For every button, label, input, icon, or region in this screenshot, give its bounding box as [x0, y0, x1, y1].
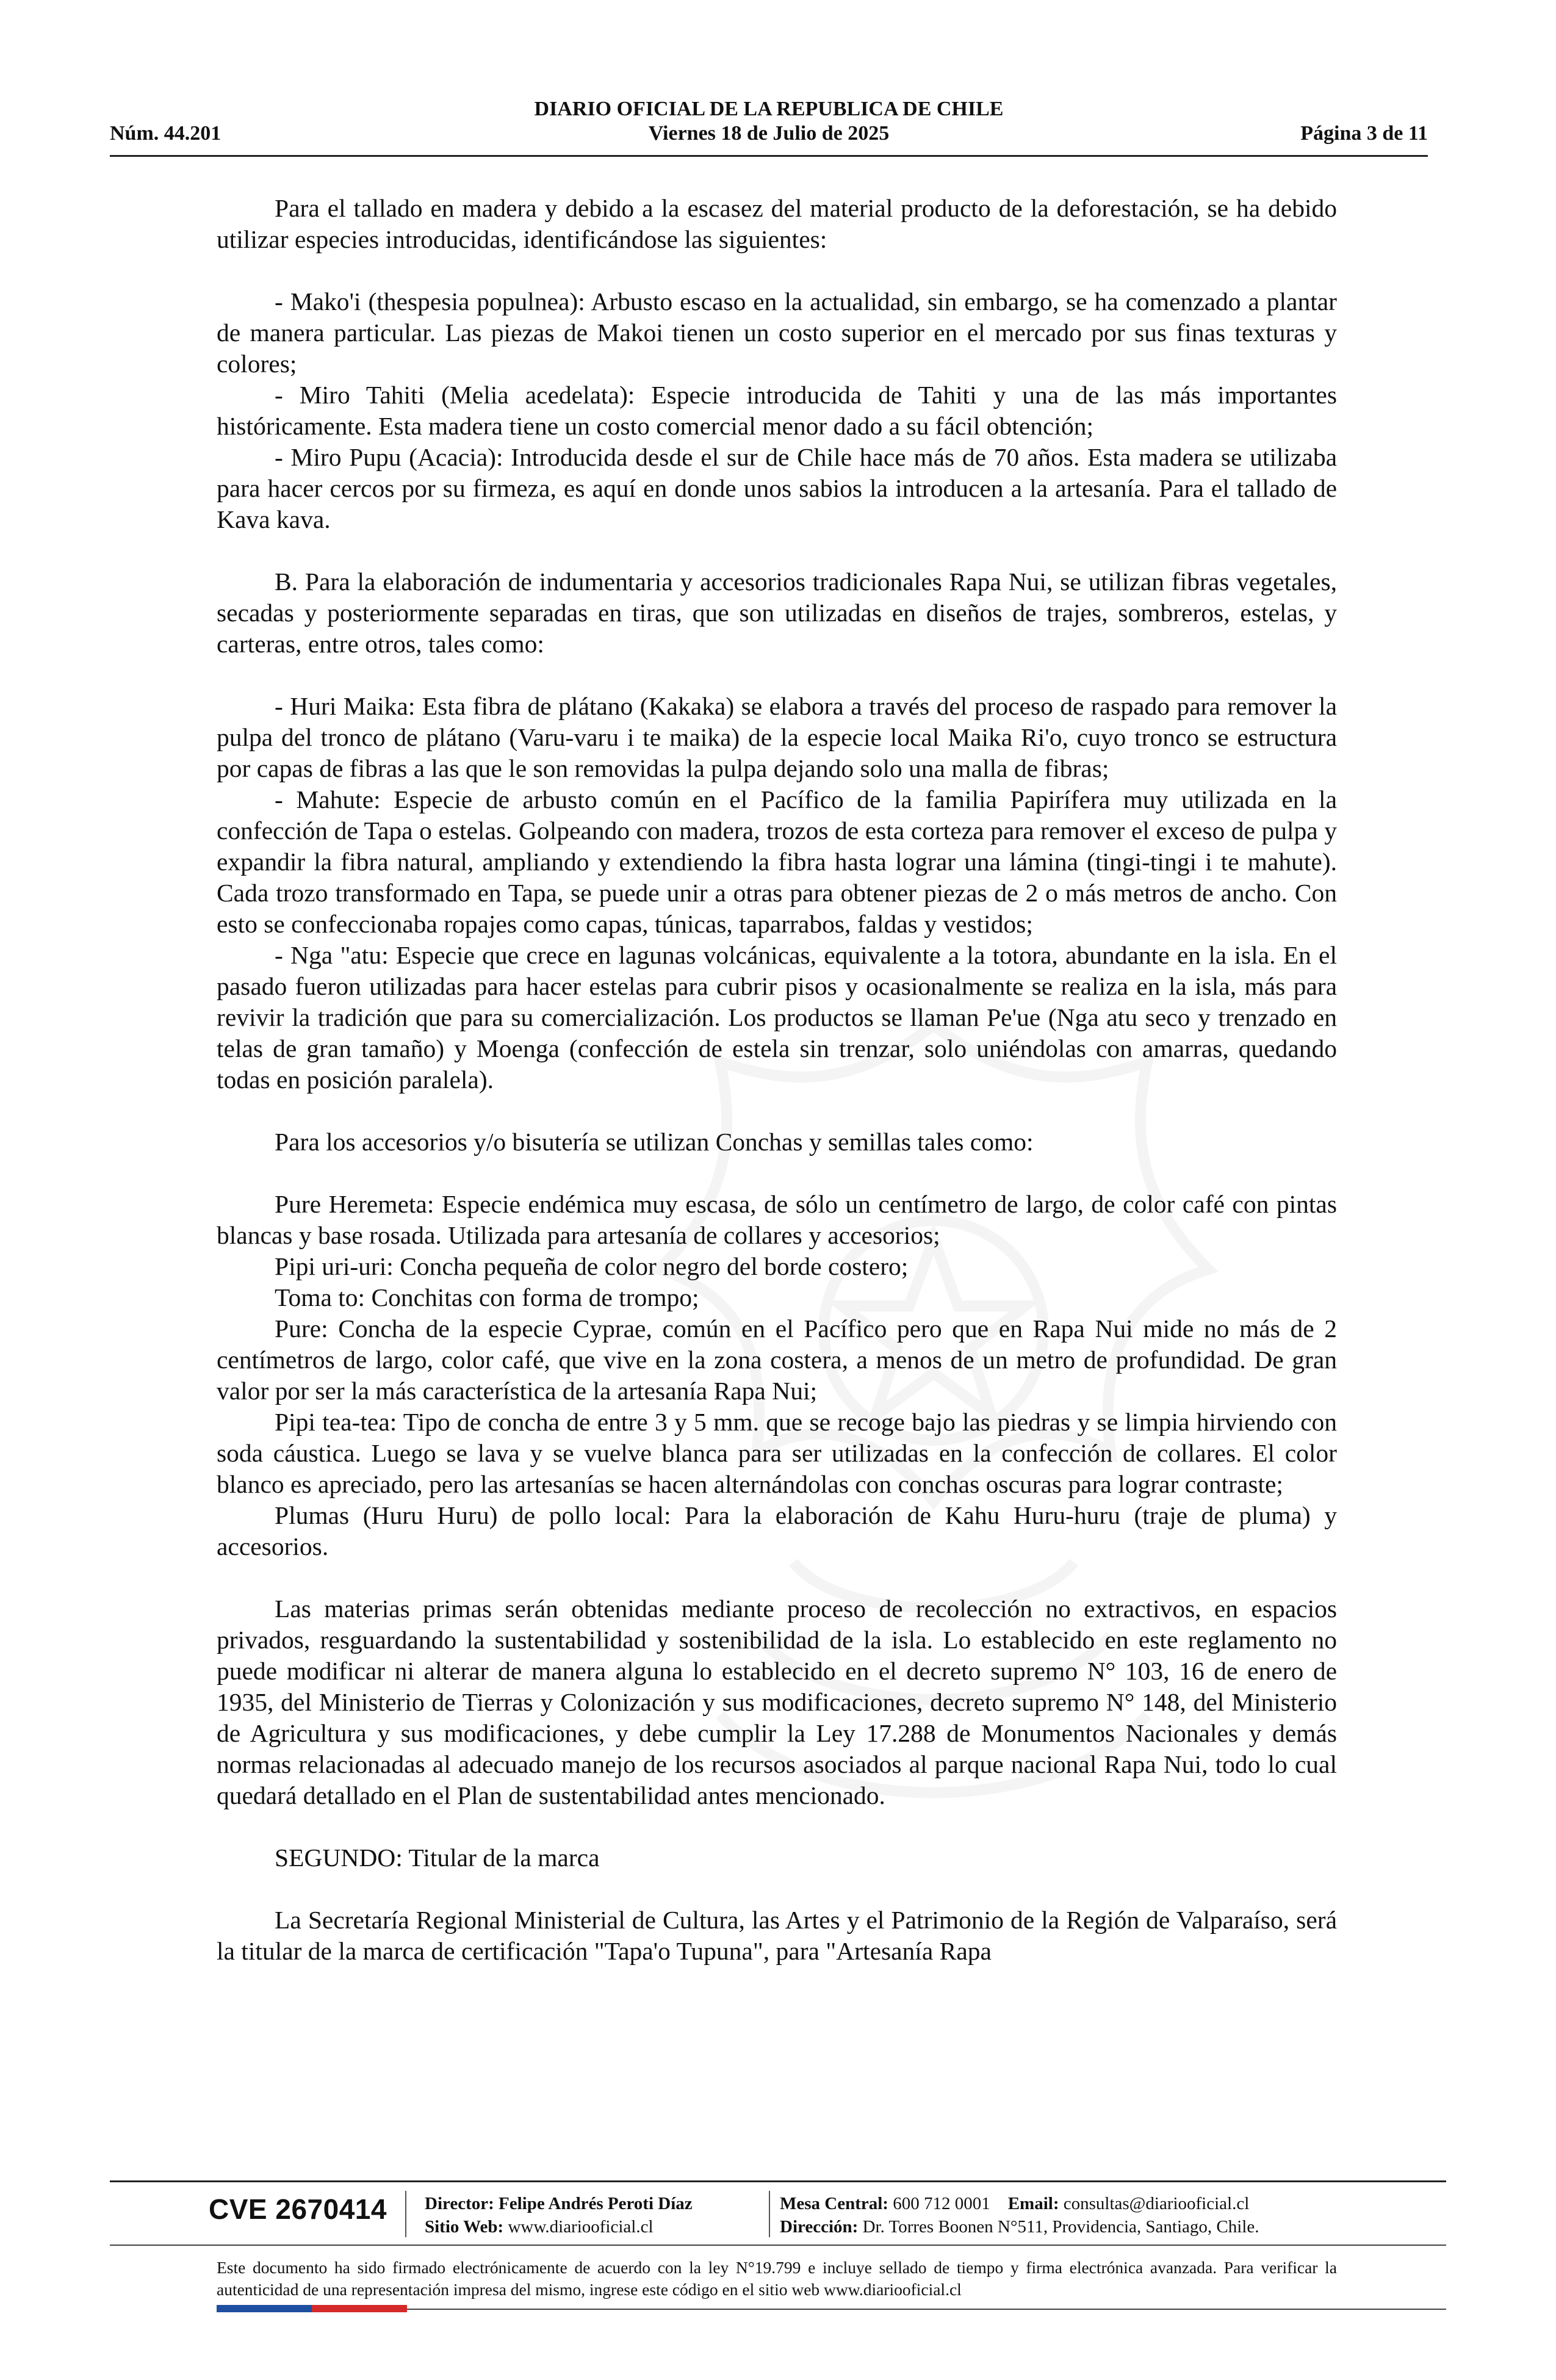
director-label: Director: [425, 2194, 494, 2213]
paragraph: - Mako'i (thespesia populnea): Arbusto escaso en la actualidad, sin embargo, se ha comenzado a plantar de manera particular. Las piezas de Makoi tienen un costo superior en el mercado por sus finas texturas y colores; [217, 287, 1337, 378]
header-divider [110, 155, 1428, 157]
paragraph: B. Para la elaboración de indumentaria y accesorios tradicionales Rapa Nui, se utilizan fibras vegetales, secadas y posteriormente separadas en tiras, que son utilizadas en diseños de trajes, sombreros, estelas, y carteras, entre otros, tales como: [217, 568, 1337, 658]
gazette-title: DIARIO OFICIAL DE LA REPUBLICA DE CHILE [534, 98, 1004, 120]
paragraph: Plumas (Huru Huru) de pollo local: Para la elaboración de Kahu Huru-huru (traje de pluma) y accesorios. [217, 1501, 1337, 1560]
paragraph: - Miro Pupu (Acacia): Introducida desde el sur de Chile hace más de 70 años. Esta madera se utilizaba para hacer cercos por su firmeza, es aquí en donde unos sabios la introducen a la artesanía. Para el tallado de Kava kava. [217, 443, 1337, 533]
paragraph: Pure Heremeta: Especie endémica muy escasa, de sólo un centímetro de largo, de color café con pintas blancas y base rosada. Utilizada para artesanía de collares y accesorios; [217, 1190, 1337, 1249]
footer-divider-bottom [407, 2309, 1446, 2310]
page-indicator: Página 3 de 11 [1300, 122, 1428, 145]
email-link[interactable]: consultas@diariooficial.cl [1063, 2194, 1250, 2213]
paragraph: - Huri Maika: Esta fibra de plátano (Kakaka) se elabora a través del proceso de raspado para remover la pulpa del tronco de plátano (Varu-varu i te maika) de la especie local Maika Ri'o, cuyo tronco se estructura por capas de fibras a las que le son removidas la pulpa dejando solo una malla de fibras; [217, 692, 1337, 782]
mesa-label: Mesa Central: [780, 2194, 888, 2213]
cve-code: CVE 2670414 [209, 2193, 387, 2225]
paragraph: Las materias primas serán obtenidas mediante proceso de recolección no extractivos, en espacios privados, resguardando la sustentabilidad y sostenibilidad de la isla. Lo establecido en este reglamento no puede modificar ni alterar de manera alguna lo establecido en el decreto supremo N° 103, 16 de enero de 1935, del Ministerio de Tierras y Colonización y sus modificaciones, decreto supremo N° 148, del Ministerio de Agricultura y sus modificaciones, y debe cumplir la Ley 17.288 de Monumentos Nacionales y demás normas relacionadas al adecuado manejo de los recursos asociados al parque nacional Rapa Nui, todo lo cual quedará detallado en el Plan de sustentabilidad antes mencionado. [217, 1595, 1337, 1809]
footer-divider-mid [110, 2245, 1446, 2246]
footer-contact-block [780, 2192, 1259, 2238]
paragraph: - Mahute: Especie de arbusto común en el Pacífico de la familia Papirífera muy utilizada en la confección de Tapa o estelas. Golpeando con madera, trozos de esta corteza para remover el exceso de pulpa y expandir la fibra natural, ampliando y extendiendo la fibra hasta lograr una lámina (tingi-tingi i te mahute). Cada trozo transformado en Tapa, se puede unir a otras para obtener piezas de 2 o más metros de ancho. Con esto se confeccionaba ropajes como capas, túnicas, taparrabos, faldas y vestidos; [217, 785, 1337, 938]
paragraph: Pure: Concha de la especie Cyprae, común en el Pacífico pero que en Rapa Nui mide no más de 2 centímetros de largo, color café, que vive en la zona costera, a menos de un metro de profundidad. De gran valor por ser la más característica de la artesanía Rapa Nui; [217, 1314, 1337, 1405]
section-heading: SEGUNDO: Titular de la marca [275, 1844, 600, 1872]
address-label: Dirección: [780, 2217, 859, 2237]
paragraph: Para los accesorios y/o bisutería se utilizan Conchas y semillas tales como: [275, 1128, 1034, 1156]
signature-note: Este documento ha sido firmado electrónicamente de acuerdo con la ley N°19.799 e incluye sellado de tiempo y firma electrónica avanzada. Para verificar la autenticidad de una representación impresa del mismo, ingrese este código en el sitio web www.diariooficial.cl [217, 2258, 1337, 2299]
paragraph: La Secretaría Regional Ministerial de Cultura, las Artes y el Patrimonio de la Región de Valparaíso, será la titular de la marca de certificación "Tapa'o Tupuna", para "Artesanía Rapa [217, 1906, 1337, 1965]
address-text: Dr. Torres Boonen N°511, Providencia, Santiago, Chile. [862, 2217, 1259, 2237]
issue-date: Viernes 18 de Julio de 2025 [648, 122, 890, 145]
footer-divider-top [110, 2180, 1446, 2182]
issue-number: Núm. 44.201 [110, 122, 222, 145]
page-header [110, 96, 1428, 148]
footer-director-block [425, 2192, 693, 2238]
director-name: Felipe Andrés Peroti Díaz [499, 2194, 693, 2213]
site-link[interactable]: www.diariooficial.cl [508, 2217, 654, 2237]
paragraph: Pipi uri-uri: Concha pequeña de color negro del borde costero; [275, 1252, 909, 1280]
document-body [217, 193, 1337, 1967]
footer-separator [769, 2191, 770, 2237]
site-label: Sitio Web: [425, 2217, 504, 2237]
mesa-phone: 600 712 0001 [893, 2194, 990, 2213]
paragraph: - Nga "atu: Especie que crece en lagunas volcánicas, equivalente a la totora, abundante en la isla. En el pasado fueron utilizadas para hacer estelas para cubrir pisos y ocasionalmente se realiza en la isla, más para revivir la tradición que para su comercialización. Los productos se llaman Pe'ue (Nga atu seco y trenzado en telas de gran tamaño) y Moenga (confección de estela sin trenzar, solo uniéndolas con amarras, quedando todas en posición paralela). [217, 941, 1337, 1094]
flag-stripe-blue [217, 2305, 312, 2312]
footer-separator [405, 2191, 406, 2237]
paragraph: Toma to: Conchitas con forma de trompo; [275, 1283, 699, 1311]
paragraph: - Miro Tahiti (Melia acedelata): Especie introducida de Tahiti y una de las más importantes históricamente. Esta madera tiene un costo comercial menor dado a su fácil obtención; [217, 381, 1337, 440]
flag-stripe-red [312, 2305, 407, 2312]
paragraph: Para el tallado en madera y debido a la escasez del material producto de la deforestación, se ha debido utilizar especies introducidas, identificándose las siguientes: [217, 194, 1337, 253]
email-label: Email: [1007, 2194, 1059, 2213]
paragraph: Pipi tea-tea: Tipo de concha de entre 3 y 5 mm. que se recoge bajo las piedras y se limpia hirviendo con soda cáustica. Luego se lava y se vuelve blanca para ser utilizadas en la confección de collares. El color blanco es apreciado, pero las artesanías se hacen alternándolas con conchas oscuras para lograr contraste; [217, 1408, 1337, 1498]
